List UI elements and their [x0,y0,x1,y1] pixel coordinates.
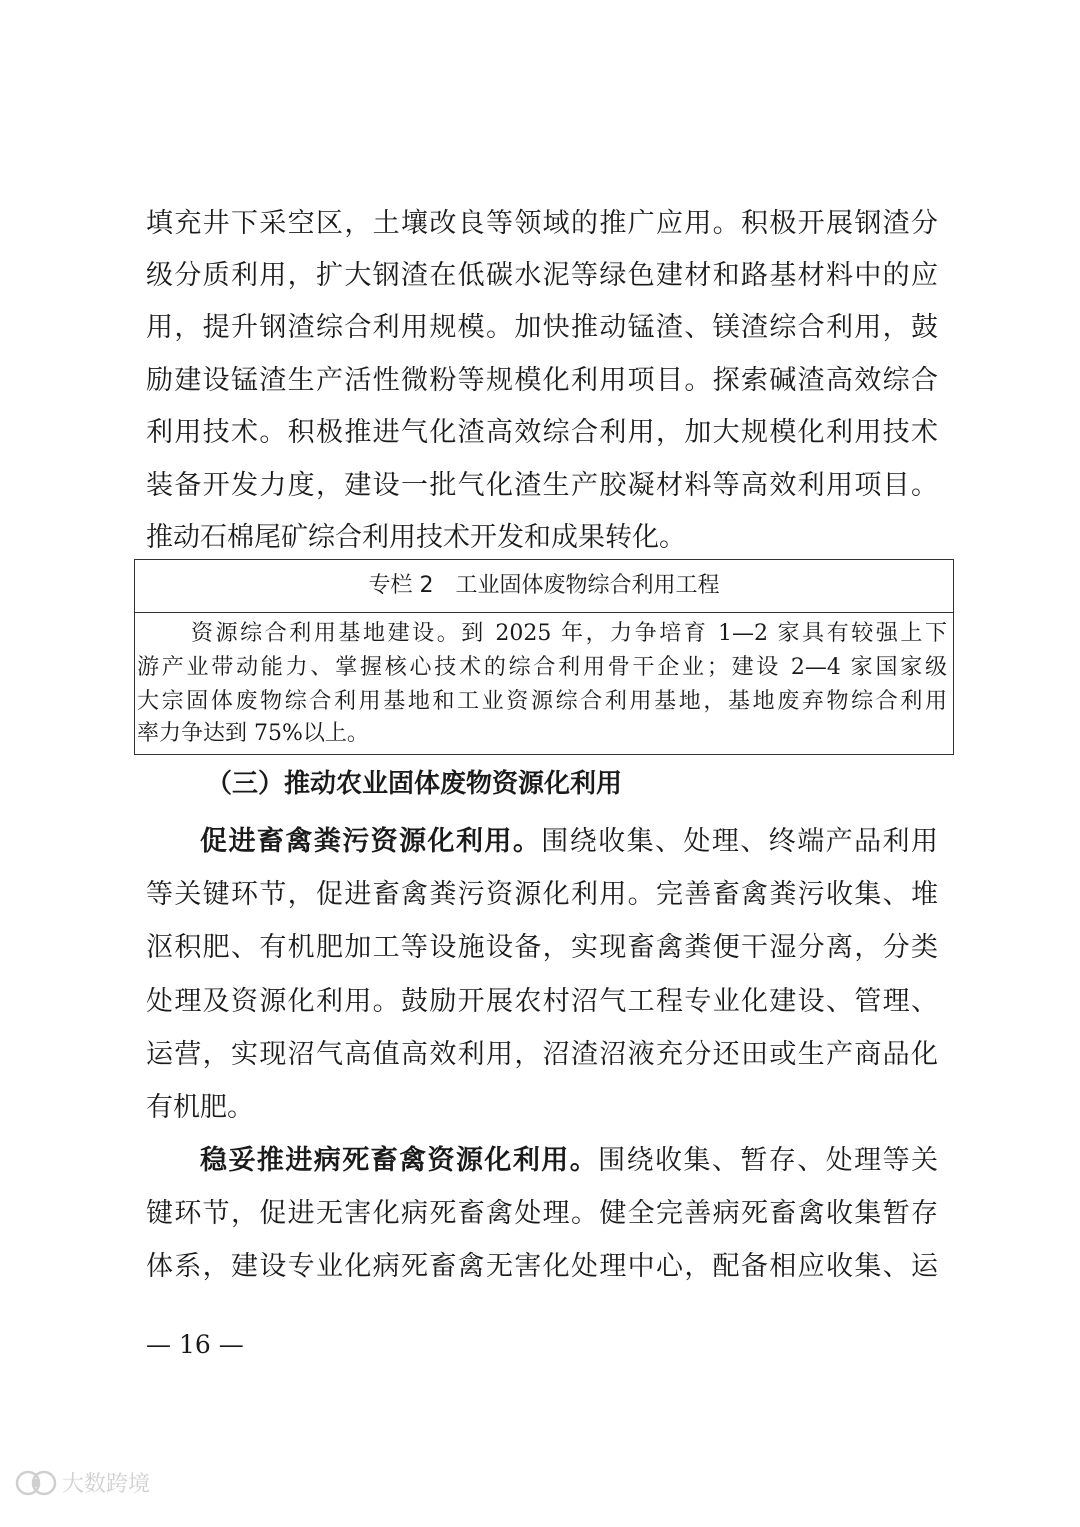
text-line: 键环节，促进无害化病死畜禽处理。健全完善病死畜禽收集暂存 [146,1198,938,1229]
watermark-logo-icon [14,1469,58,1497]
text-line [146,822,938,862]
text-line: 有机肥。 [146,1092,254,1123]
watermark-text: 大数跨境 [62,1472,151,1497]
text-line: 装备开发力度，建设一批气化渣生产胶凝材料等高效利用项目。 [146,470,938,501]
column-box [134,559,954,755]
column-box-title: 专栏 2 工业固体废物综合利用工程 [135,560,953,613]
text-line: 等关键环节，促进畜禽粪污资源化利用。完善畜禽粪污收集、堆 [146,879,938,910]
section-heading: （三）推动农业固体废物资源化利用 [206,769,623,799]
text-line: 推动石棉尾矿综合利用技术开发和成果转化。 [146,522,686,553]
page-number: — 16 — [146,1330,244,1359]
text-line: 填充井下采空区，土壤改良等领域的推广应用。积极开展钢渣分 [146,208,938,239]
text-line: 利用技术。积极推进气化渣高效综合利用，加大规模化利用技术 [146,417,938,448]
column-box-line: 资源综合利用基地建设。到 2025 年，力争培育 1—2 家具有较强上下 [191,621,947,646]
text-line [146,1141,938,1181]
text-line: 级分质利用，扩大钢渣在低碳水泥等绿色建材和路基材料中的应 [146,260,938,291]
text-span: 围绕收集、暂存、处理等关 [598,1145,938,1176]
column-box-line: 率力争达到 75%以上。 [137,721,369,746]
column-box-line: 大宗固体废物综合利用基地和工业资源综合利用基地，基地废弃物综合利用 [137,689,947,714]
watermark [14,1467,150,1498]
text-line: 体系，建设专业化病死畜禽无害化处理中心，配备相应收集、运 [146,1251,938,1282]
column-box-line: 游产业带动能力、掌握核心技术的综合利用骨干企业；建设 2—4 家国家级 [137,655,947,680]
text-span: 围绕收集、处理、终端产品利用 [541,826,938,857]
text-line: 励建设锰渣生产活性微粉等规模化利用项目。探索碱渣高效综合 [146,365,938,396]
text-line: 处理及资源化利用。鼓励开展农村沼气工程专业化建设、管理、 [146,986,938,1017]
text-line: 沤积肥、有机肥加工等设施设备，实现畜禽粪便干湿分离，分类 [146,932,938,963]
text-line: 用，提升钢渣综合利用规模。加快推动锰渣、镁渣综合利用，鼓 [146,312,938,343]
text-line: 运营，实现沼气高值高效利用，沼渣沼液充分还田或生产商品化 [146,1039,938,1070]
paragraph-lead: 稳妥推进病死畜禽资源化利用。 [200,1145,599,1176]
paragraph-lead: 促进畜禽粪污资源化利用。 [200,826,542,857]
